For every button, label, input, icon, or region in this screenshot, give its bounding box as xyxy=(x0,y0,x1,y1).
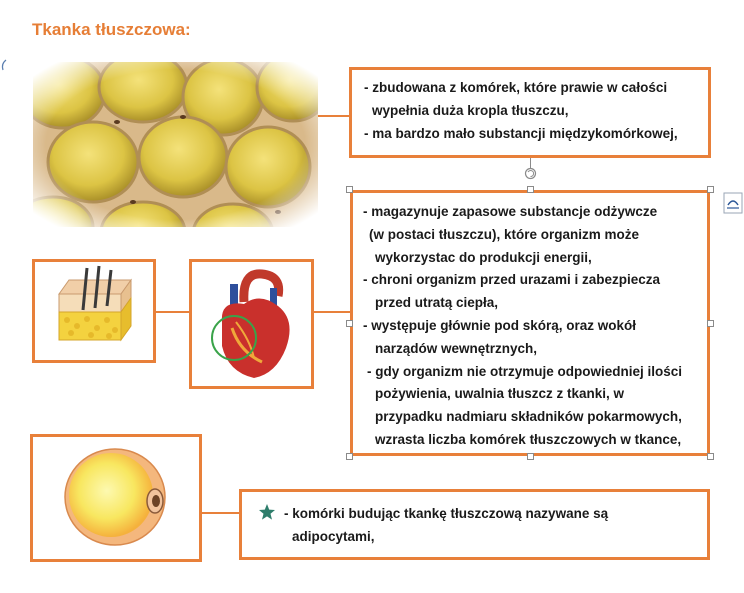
page-title: Tkanka tłuszczowa: xyxy=(32,20,191,39)
text-line: - magazynuje zapasowe substancje odżywcze xyxy=(363,204,658,219)
resize-handle[interactable] xyxy=(707,186,714,193)
resize-handle[interactable] xyxy=(707,453,714,460)
text-line: - komórki budując tkankę tłuszczową nazywane są xyxy=(284,506,609,521)
text-line: - zbudowana z komórek, które prawie w całości xyxy=(364,80,668,95)
margin-anchor-icon xyxy=(0,58,8,72)
adipocyte-image-frame xyxy=(30,434,202,562)
text-line: (w postaci tłuszczu), które organizm może xyxy=(369,226,640,242)
connector-line xyxy=(314,311,351,313)
connector-line xyxy=(318,115,351,117)
heart-image xyxy=(192,262,311,386)
skin-layers-image xyxy=(35,262,153,360)
connector-line xyxy=(202,512,240,514)
function-textbox[interactable] xyxy=(350,190,710,456)
text-line: - występuje głównie pod skórą, oraz wokół xyxy=(363,317,637,333)
adipocyte-textbox xyxy=(239,489,710,560)
text-line: - ma bardzo mało substancji międzykomórkowej, xyxy=(364,126,678,141)
fat-tissue-image xyxy=(33,62,318,227)
text-line: - chroni organizm przed urazami i zabezpiecza xyxy=(363,272,661,288)
heart-image-frame xyxy=(189,259,314,389)
text-line: przypadku nadmiaru składników pokarmowych, xyxy=(375,409,682,425)
text-line: wykorzystac do produkcji energii, xyxy=(375,249,592,265)
structure-textbox xyxy=(349,67,711,158)
layout-options-icon[interactable] xyxy=(723,192,743,214)
resize-handle[interactable] xyxy=(346,320,353,327)
text-line: wypełnia duża kropla tłuszczu, xyxy=(372,103,569,118)
text-line: przed utratą ciepła, xyxy=(375,295,499,311)
skin-image-frame xyxy=(32,259,156,363)
text-line: - gdy organizm nie otrzymuje odpowiedniej ilości xyxy=(367,363,683,379)
adipocyte-cell-image xyxy=(33,437,199,559)
resize-handle[interactable] xyxy=(527,186,534,193)
resize-handle[interactable] xyxy=(346,186,353,193)
resize-handle[interactable] xyxy=(707,320,714,327)
connector-line xyxy=(156,311,190,313)
resize-handle[interactable] xyxy=(346,453,353,460)
text-line: narządów wewnętrznych, xyxy=(375,340,538,356)
resize-handle[interactable] xyxy=(527,453,534,460)
rotate-handle-icon[interactable] xyxy=(523,166,538,181)
star-icon xyxy=(258,503,276,521)
text-line: adipocytami, xyxy=(292,529,375,544)
text-line: pożywienia, uwalnia tłuszcz z tkanki, w xyxy=(375,386,625,402)
text-line: wzrasta liczba komórek tłuszczowych w tkance, xyxy=(375,431,682,447)
